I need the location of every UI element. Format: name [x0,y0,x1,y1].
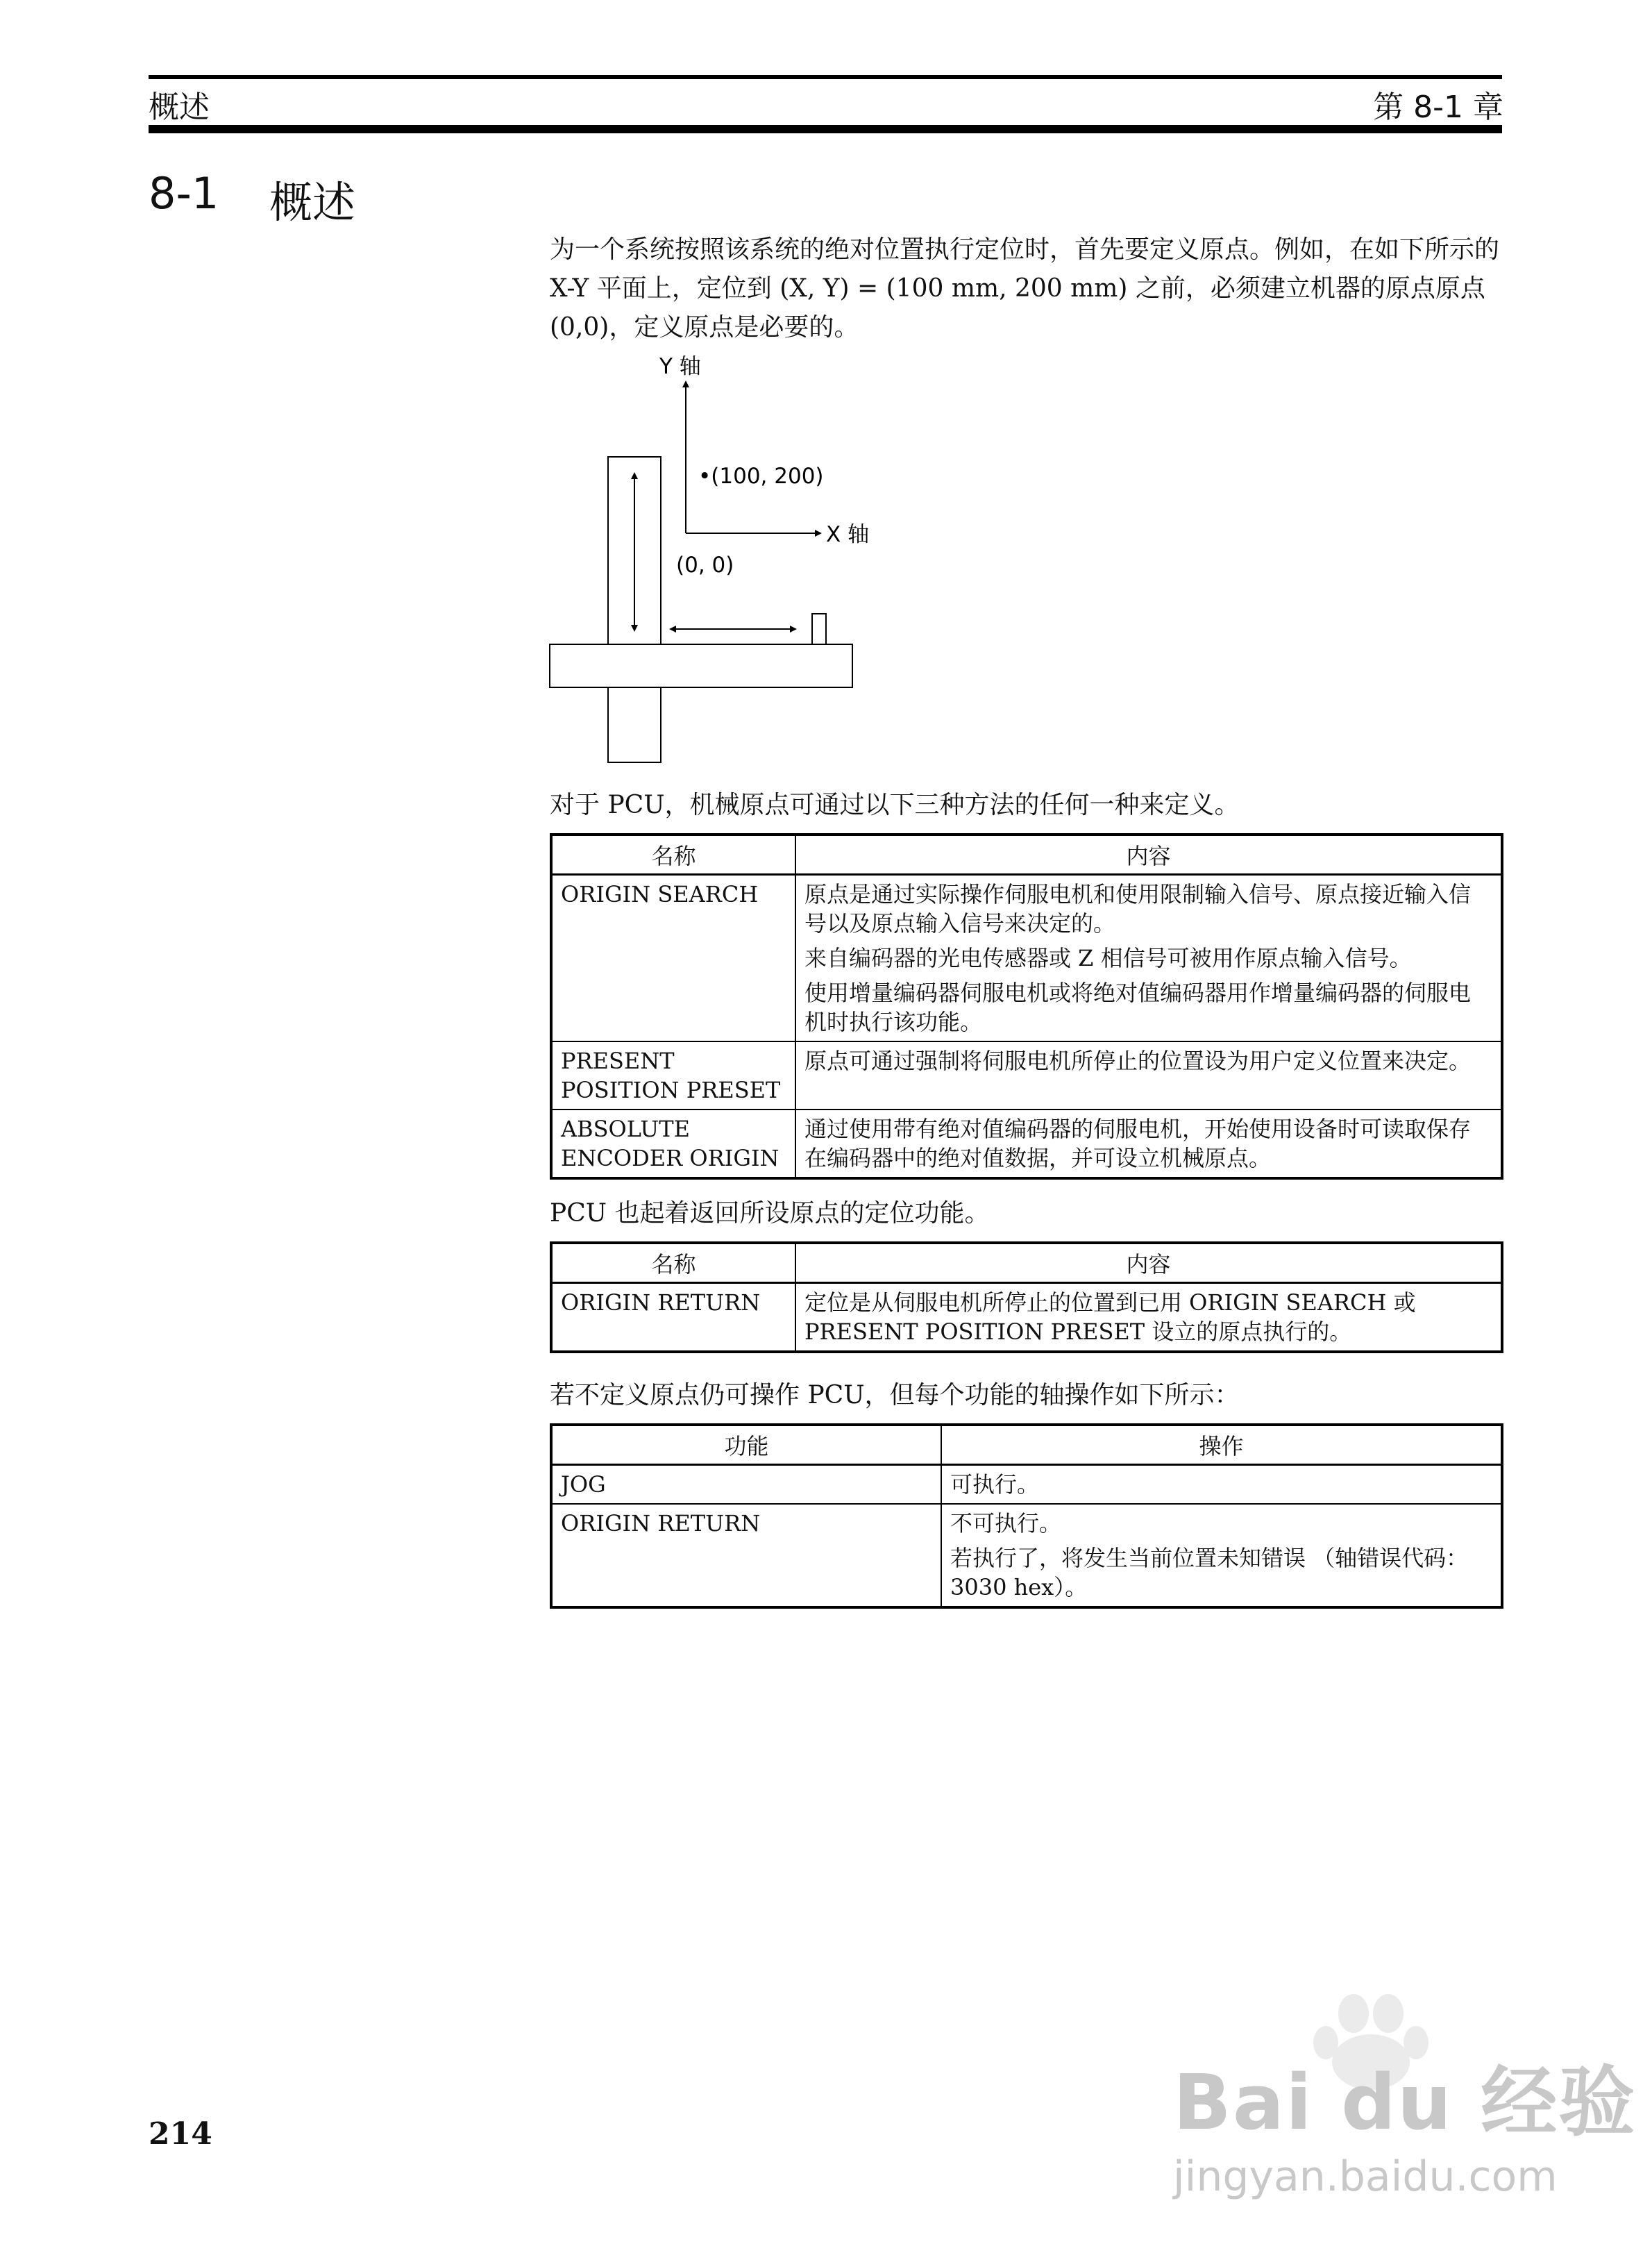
header-rule-top [149,75,1502,79]
table3-header-function: 功能 [551,1425,941,1465]
row-name: ORIGIN RETURN [551,1504,941,1607]
origin-methods-table [550,833,1503,1180]
content-line: 不可执行。 [950,1510,1062,1537]
table-row [551,875,1502,1042]
running-header-title: 概述 [149,90,210,125]
content-line: 原点是通过实际操作伺服电机和使用限制输入信号、原点接近输入信号以及原点输入信号来决定的。 [804,881,1472,937]
y-axis-label: Y 轴 [659,354,701,379]
section-number: 8-1 [149,168,219,219]
running-header-chapter: 第 8-1 章 [1373,90,1503,125]
table-row [551,1041,1502,1110]
content-line: 定位是从伺服电机所停止的位置到已用 ORIGIN SEARCH 或 PRESENT POSITION PRESET 设立的原点执行的。 [804,1289,1416,1345]
content-line: 若执行了，将发生当前位置未知错误 （轴错误代码：3030 hex）。 [950,1545,1469,1600]
row-content [795,1110,1502,1178]
vertical-column-lower [608,687,661,762]
content-line: 来自编码器的光电传感器或 Z 相信号可被用作原点输入信号。 [804,945,1412,971]
table1-header-name: 名称 [551,835,795,875]
row-name: JOG [551,1465,941,1505]
row-name: ORIGIN RETURN [551,1283,795,1353]
intro-paragraph: 为一个系统按照该系统的绝对位置执行定位时，首先要定义原点。例如，在如下所示的 X-Y 平面上，定位到 (X, Y) = (100 mm, 200 mm) 之前，必须建立机器的原点原点 (0,0)，定义原点是必要的。 [550,235,1500,342]
row-content [941,1504,1502,1607]
table2-header-name: 名称 [551,1243,795,1283]
carriage-block [812,614,826,644]
x-axis-label: X 轴 [826,522,870,547]
row-name: PRESENT POSITION PRESET [551,1041,795,1110]
table3-header-operation: 操作 [941,1425,1502,1465]
row-content [795,875,1502,1042]
origin-return-intro: PCU 也起着返回所设原点的定位功能。 [550,1199,990,1228]
content-line: 可执行。 [950,1471,1040,1498]
axis-operation-table [550,1423,1503,1609]
row-content [795,1041,1502,1110]
xy-plane-diagram [541,353,930,783]
row-content [941,1465,1502,1505]
horizontal-base [550,644,852,687]
table2-header-content: 内容 [795,1243,1502,1283]
watermark-url: jingyan.baidu.com [1173,2152,1558,2201]
table-row [551,1504,1502,1607]
table-row [551,1110,1502,1178]
watermark-brand: Bai du 经验 [1173,2058,1637,2147]
section-title: 概述 [269,177,356,228]
table1-header-content: 内容 [795,835,1502,875]
origin-methods-intro: 对于 PCU，机械原点可通过以下三种方法的任何一种来定义。 [550,791,1240,819]
origin-label: (0, 0) [676,553,734,578]
header-rule-bottom [149,125,1502,133]
content-line: 通过使用带有绝对值编码器的伺服电机，开始使用设备时可读取保存在编码器中的绝对值数据，并可设立机械原点。 [804,1116,1472,1171]
table-row [551,1465,1502,1505]
row-name: ORIGIN SEARCH [551,875,795,1042]
origin-return-table [550,1241,1503,1353]
target-point-label: •(100, 200) [698,464,824,489]
row-name: ABSOLUTE ENCODER ORIGIN [551,1110,795,1178]
page-number: 214 [149,2116,212,2152]
content-line: 使用增量编码器伺服电机或将绝对值编码器用作增量编码器的伺服电机时执行该功能。 [804,980,1472,1035]
axis-operation-intro: 若不定义原点仍可操作 PCU，但每个功能的轴操作如下所示： [550,1381,1240,1409]
row-content [795,1283,1502,1353]
content-line: 原点可通过强制将伺服电机所停止的位置设为用户定义位置来决定。 [804,1048,1472,1074]
table-row [551,1283,1502,1353]
